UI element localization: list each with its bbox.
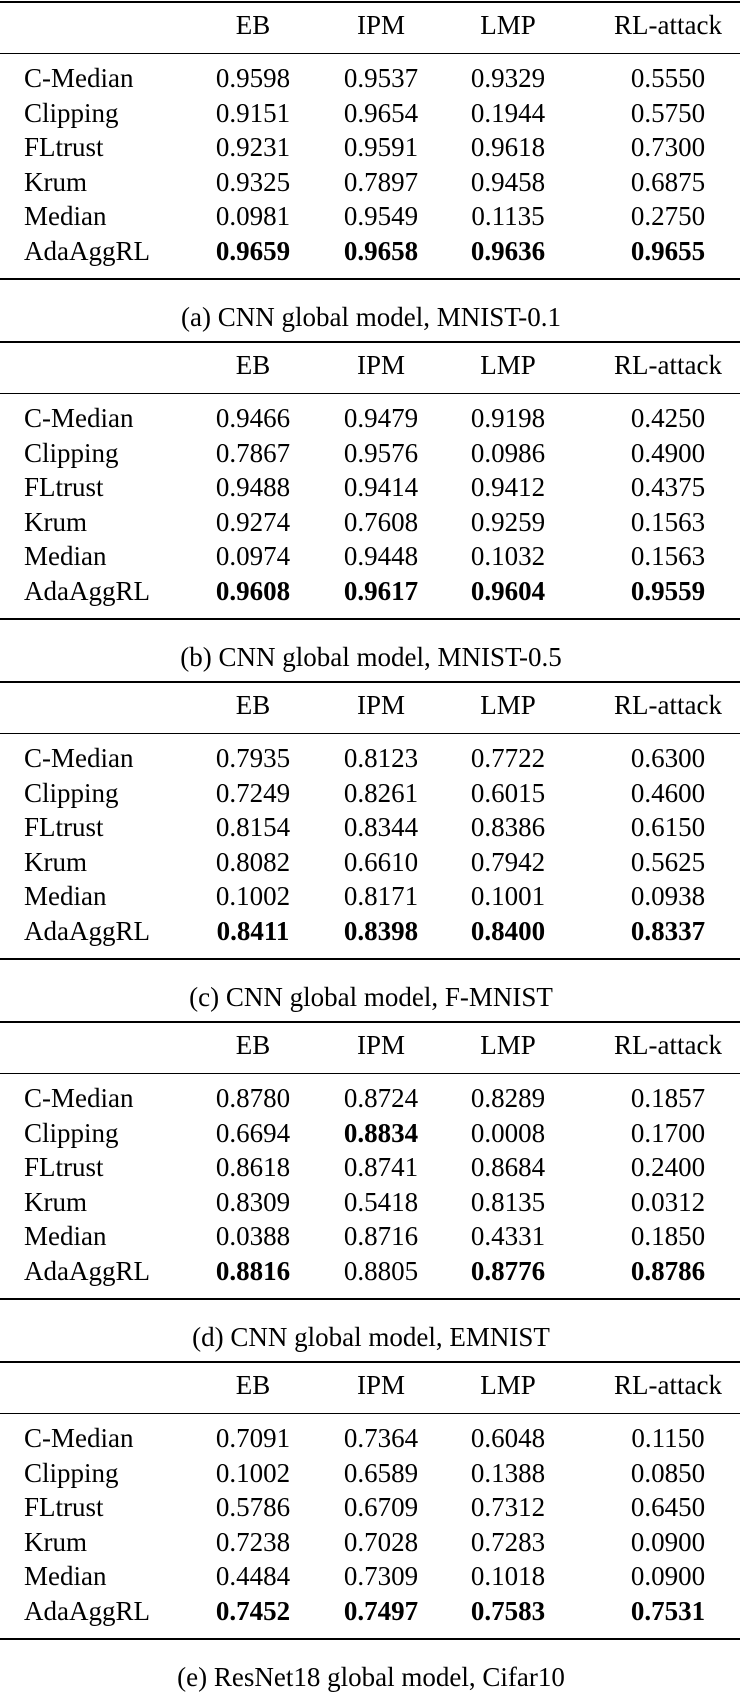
- table-cell: 0.5625: [630, 846, 706, 877]
- table-cell: 0.0388: [215, 1221, 291, 1252]
- table-cell: 0.9618: [470, 132, 546, 163]
- table-caption: (d) CNN global model, EMNIST: [192, 1322, 550, 1352]
- table-rule: [0, 733, 740, 734]
- table-cell: 0.7531: [630, 1596, 706, 1626]
- row-label: C-Median: [24, 63, 134, 93]
- row-label: FLtrust: [24, 1492, 104, 1523]
- table-cell: 0.8123: [343, 743, 419, 773]
- column-header: LMP: [480, 1030, 536, 1060]
- table-cell: 0.1135: [471, 201, 545, 232]
- table-cell: 0.9655: [630, 236, 706, 266]
- table-cell: 0.8776: [470, 1256, 546, 1286]
- table-cell: 0.9604: [470, 576, 546, 606]
- table-cell: 0.9466: [215, 403, 291, 433]
- column-header: RL-attack: [614, 10, 722, 40]
- table-cell: 0.1944: [470, 97, 546, 128]
- row-label: AdaAggRL: [24, 1256, 150, 1286]
- column-header: EB: [235, 1030, 271, 1060]
- table-cell: 0.7364: [343, 1423, 419, 1453]
- table-cell: 0.8716: [343, 1221, 419, 1252]
- table-cell: 0.0850: [630, 1457, 706, 1488]
- table-cell: 0.8289: [470, 1083, 546, 1113]
- table-rule: [0, 341, 740, 343]
- table-cell: 0.4900: [630, 437, 706, 468]
- table-cell: 0.7722: [470, 743, 546, 773]
- table-cell: 0.5418: [343, 1186, 419, 1217]
- table-rule: [0, 1638, 740, 1640]
- row-label: Clipping: [24, 97, 119, 128]
- table-block: [0, 340, 742, 680]
- table-cell: 0.1001: [470, 881, 546, 912]
- table-cell: 0.8618: [215, 1152, 291, 1183]
- table-cell: 0.2400: [630, 1152, 706, 1183]
- column-header: LMP: [480, 690, 536, 720]
- table-cell: 0.6450: [630, 1492, 706, 1523]
- row-label: AdaAggRL: [24, 236, 150, 266]
- row-label: Median: [24, 1221, 107, 1252]
- table-cell: 0.4375: [630, 472, 706, 503]
- column-header: RL-attack: [614, 690, 722, 720]
- row-label: Krum: [24, 1526, 87, 1557]
- column-header: LMP: [480, 350, 536, 380]
- table-cell: 0.9576: [343, 437, 419, 468]
- table-cell: 0.8411: [216, 916, 290, 946]
- table-cell: 0.6300: [630, 743, 706, 773]
- table-cell: 0.9488: [215, 472, 291, 503]
- table-cell: 0.0974: [215, 541, 291, 572]
- table-cell: 0.9414: [343, 472, 419, 503]
- table-cell: 0.8135: [470, 1186, 546, 1217]
- table-caption: (e) ResNet18 global model, Cifar10: [177, 1662, 565, 1692]
- table-cell: 0.7452: [215, 1596, 291, 1626]
- row-label: C-Median: [24, 1083, 134, 1113]
- row-label: Krum: [24, 506, 87, 537]
- table-cell: 0.9448: [343, 541, 419, 572]
- table-cell: 0.1563: [630, 506, 706, 537]
- column-header: IPM: [356, 10, 406, 40]
- table-rule: [0, 278, 740, 280]
- row-label: FLtrust: [24, 1152, 104, 1183]
- table-cell: 0.1002: [215, 881, 291, 912]
- table-cell: 0.8805: [343, 1256, 419, 1286]
- table-cell: 0.9231: [215, 132, 291, 163]
- table-cell: 0.6589: [343, 1457, 419, 1488]
- table-cell: 0.7497: [343, 1596, 419, 1626]
- column-header: EB: [235, 690, 271, 720]
- table-cell: 0.8741: [343, 1152, 419, 1183]
- column-header: RL-attack: [614, 1030, 722, 1060]
- table-rule: [0, 618, 740, 620]
- table-cell: 0.5786: [215, 1492, 291, 1523]
- row-label: Clipping: [24, 437, 119, 468]
- table-cell: 0.6875: [630, 166, 706, 197]
- table-caption: (c) CNN global model, F-MNIST: [189, 982, 553, 1012]
- table-cell: 0.9458: [470, 166, 546, 197]
- table-caption: (b) CNN global model, MNIST-0.5: [180, 642, 562, 672]
- table-cell: 0.1850: [630, 1221, 706, 1252]
- table-cell: 0.7608: [343, 506, 419, 537]
- table-cell: 0.9659: [215, 236, 291, 266]
- table-cell: 0.0938: [630, 881, 706, 912]
- table-cell: 0.1563: [630, 541, 706, 572]
- column-header: EB: [235, 10, 271, 40]
- table-cell: 0.9654: [343, 97, 419, 128]
- table-block: [0, 1020, 742, 1360]
- row-label: Median: [24, 1561, 107, 1592]
- table-cell: 0.6150: [630, 812, 706, 843]
- table-cell: 0.9329: [470, 63, 546, 93]
- table-cell: 0.1150: [631, 1423, 705, 1453]
- table-caption: (a) CNN global model, MNIST-0.1: [181, 302, 561, 332]
- table-cell: 0.1857: [630, 1083, 706, 1113]
- table-cell: 0.8398: [343, 916, 419, 946]
- row-label: Median: [24, 541, 107, 572]
- table-rule: [0, 1073, 740, 1074]
- column-header: LMP: [480, 1370, 536, 1400]
- table-cell: 0.6694: [215, 1117, 291, 1148]
- table-cell: 0.1700: [630, 1117, 706, 1148]
- table-cell: 0.9617: [343, 576, 419, 606]
- column-header: LMP: [480, 10, 536, 40]
- table-cell: 0.9412: [470, 472, 546, 503]
- table-cell: 0.8816: [215, 1256, 291, 1286]
- table-cell: 0.6015: [470, 777, 546, 808]
- table-cell: 0.1032: [470, 541, 546, 572]
- table-cell: 0.8386: [470, 812, 546, 843]
- table-cell: 0.8337: [630, 916, 706, 946]
- table-cell: 0.4600: [630, 777, 706, 808]
- table-cell: 0.8309: [215, 1186, 291, 1217]
- column-header: RL-attack: [614, 1370, 722, 1400]
- table-cell: 0.5750: [630, 97, 706, 128]
- table-cell: 0.9198: [470, 403, 546, 433]
- row-label: Clipping: [24, 1117, 119, 1148]
- table-cell: 0.0008: [470, 1117, 546, 1148]
- table-cell: 0.7238: [215, 1526, 291, 1557]
- table-block: [0, 680, 742, 1020]
- table-cell: 0.0312: [630, 1186, 706, 1217]
- table-cell: 0.9559: [630, 576, 706, 606]
- table-cell: 0.7935: [215, 743, 291, 773]
- row-label: Clipping: [24, 1457, 119, 1488]
- row-label: FLtrust: [24, 812, 104, 843]
- column-header: IPM: [356, 350, 406, 380]
- table-cell: 0.5550: [630, 63, 706, 93]
- table-cell: 0.8724: [343, 1083, 419, 1113]
- table-cell: 0.9591: [343, 132, 419, 163]
- table-cell: 0.9608: [215, 576, 291, 606]
- table-cell: 0.0900: [630, 1526, 706, 1557]
- table-cell: 0.2750: [630, 201, 706, 232]
- table-cell: 0.7942: [470, 846, 546, 877]
- table-cell: 0.1388: [470, 1457, 546, 1488]
- table-cell: 0.9325: [215, 166, 291, 197]
- table-cell: 0.1018: [470, 1561, 546, 1592]
- table-rule: [0, 681, 740, 683]
- column-header: EB: [235, 350, 271, 380]
- table-cell: 0.7897: [343, 166, 419, 197]
- table-cell: 0.6048: [470, 1423, 546, 1453]
- table-cell: 0.8780: [215, 1083, 291, 1113]
- table-cell: 0.7283: [470, 1526, 546, 1557]
- table-cell: 0.6709: [343, 1492, 419, 1523]
- table-cell: 0.8154: [215, 812, 291, 843]
- table-rule: [0, 1021, 740, 1023]
- table-rule: [0, 1413, 740, 1414]
- table-cell: 0.9274: [215, 506, 291, 537]
- table-cell: 0.9537: [343, 63, 419, 93]
- table-cell: 0.6610: [343, 846, 419, 877]
- table-rule: [0, 958, 740, 960]
- column-header: IPM: [356, 1370, 406, 1400]
- table-block: [0, 0, 742, 340]
- table-rule: [0, 1, 740, 3]
- row-label: C-Median: [24, 743, 134, 773]
- table-cell: 0.9598: [215, 63, 291, 93]
- row-label: FLtrust: [24, 132, 104, 163]
- table-cell: 0.9151: [215, 97, 291, 128]
- table-cell: 0.7867: [215, 437, 291, 468]
- table-cell: 0.8171: [343, 881, 419, 912]
- column-header: EB: [235, 1370, 271, 1400]
- row-label: C-Median: [24, 403, 134, 433]
- table-rule: [0, 53, 740, 54]
- row-label: Krum: [24, 166, 87, 197]
- table-cell: 0.8261: [343, 777, 419, 808]
- table-cell: 0.7583: [470, 1596, 546, 1626]
- table-cell: 0.9259: [470, 506, 546, 537]
- row-label: Median: [24, 881, 107, 912]
- table-rule: [0, 393, 740, 394]
- table-rule: [0, 1361, 740, 1363]
- column-header: RL-attack: [614, 350, 722, 380]
- row-label: FLtrust: [24, 472, 104, 503]
- row-label: Median: [24, 201, 107, 232]
- table-cell: 0.9658: [343, 236, 419, 266]
- row-label: C-Median: [24, 1423, 134, 1453]
- column-header: IPM: [356, 1030, 406, 1060]
- table-cell: 0.4250: [630, 403, 706, 433]
- table-cell: 0.7309: [343, 1561, 419, 1592]
- table-cell: 0.8834: [343, 1117, 419, 1148]
- table-cell: 0.8786: [630, 1256, 706, 1286]
- table-cell: 0.7312: [470, 1492, 546, 1523]
- row-label: AdaAggRL: [24, 576, 150, 606]
- table-cell: 0.4331: [470, 1221, 546, 1252]
- table-cell: 0.0986: [470, 437, 546, 468]
- table-cell: 0.8082: [215, 846, 291, 877]
- row-label: AdaAggRL: [24, 1596, 150, 1626]
- table-block: [0, 1360, 742, 1700]
- table-cell: 0.7028: [343, 1526, 419, 1557]
- table-cell: 0.0900: [630, 1561, 706, 1592]
- table-cell: 0.7300: [630, 132, 706, 163]
- row-label: Clipping: [24, 777, 119, 808]
- table-cell: 0.1002: [215, 1457, 291, 1488]
- table-cell: 0.4484: [215, 1561, 291, 1592]
- table-cell: 0.8344: [343, 812, 419, 843]
- table-cell: 0.9636: [470, 236, 546, 266]
- table-cell: 0.9549: [343, 201, 419, 232]
- row-label: Krum: [24, 1186, 87, 1217]
- table-cell: 0.7249: [215, 777, 291, 808]
- row-label: AdaAggRL: [24, 916, 150, 946]
- column-header: IPM: [356, 690, 406, 720]
- table-rule: [0, 1298, 740, 1300]
- table-cell: 0.8400: [470, 916, 546, 946]
- table-cell: 0.7091: [215, 1423, 291, 1453]
- table-cell: 0.0981: [215, 201, 291, 232]
- row-label: Krum: [24, 846, 87, 877]
- table-cell: 0.9479: [343, 403, 419, 433]
- table-cell: 0.8684: [470, 1152, 546, 1183]
